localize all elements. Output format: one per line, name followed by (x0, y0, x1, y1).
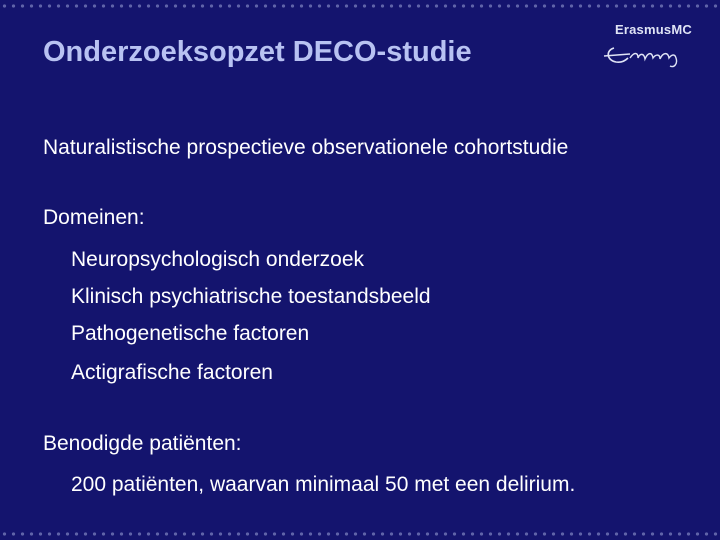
intro-text: Naturalistische prospectieve observationele cohortstudie (43, 136, 569, 159)
slide-title: Onderzoeksopzet DECO-studie (43, 36, 472, 68)
logo-signature-icon (600, 38, 710, 68)
domain-item: Klinisch psychiatrische toestandsbeeld (71, 285, 431, 308)
patients-heading: Benodigde patiënten: (43, 432, 242, 455)
domain-item: Actigrafische factoren (71, 361, 273, 384)
domains-heading: Domeinen: (43, 206, 145, 229)
patients-detail: 200 patiënten, waarvan minimaal 50 met een delirium. (71, 473, 576, 496)
logo-wordmark: ErasmusMC (615, 22, 692, 37)
domain-item: Neuropsychologisch onderzoek (71, 248, 365, 271)
bottom-dot-border (0, 531, 720, 537)
top-dot-border (0, 3, 720, 9)
domain-item: Pathogenetische factoren (71, 322, 310, 345)
erasmus-mc-logo (600, 22, 710, 72)
